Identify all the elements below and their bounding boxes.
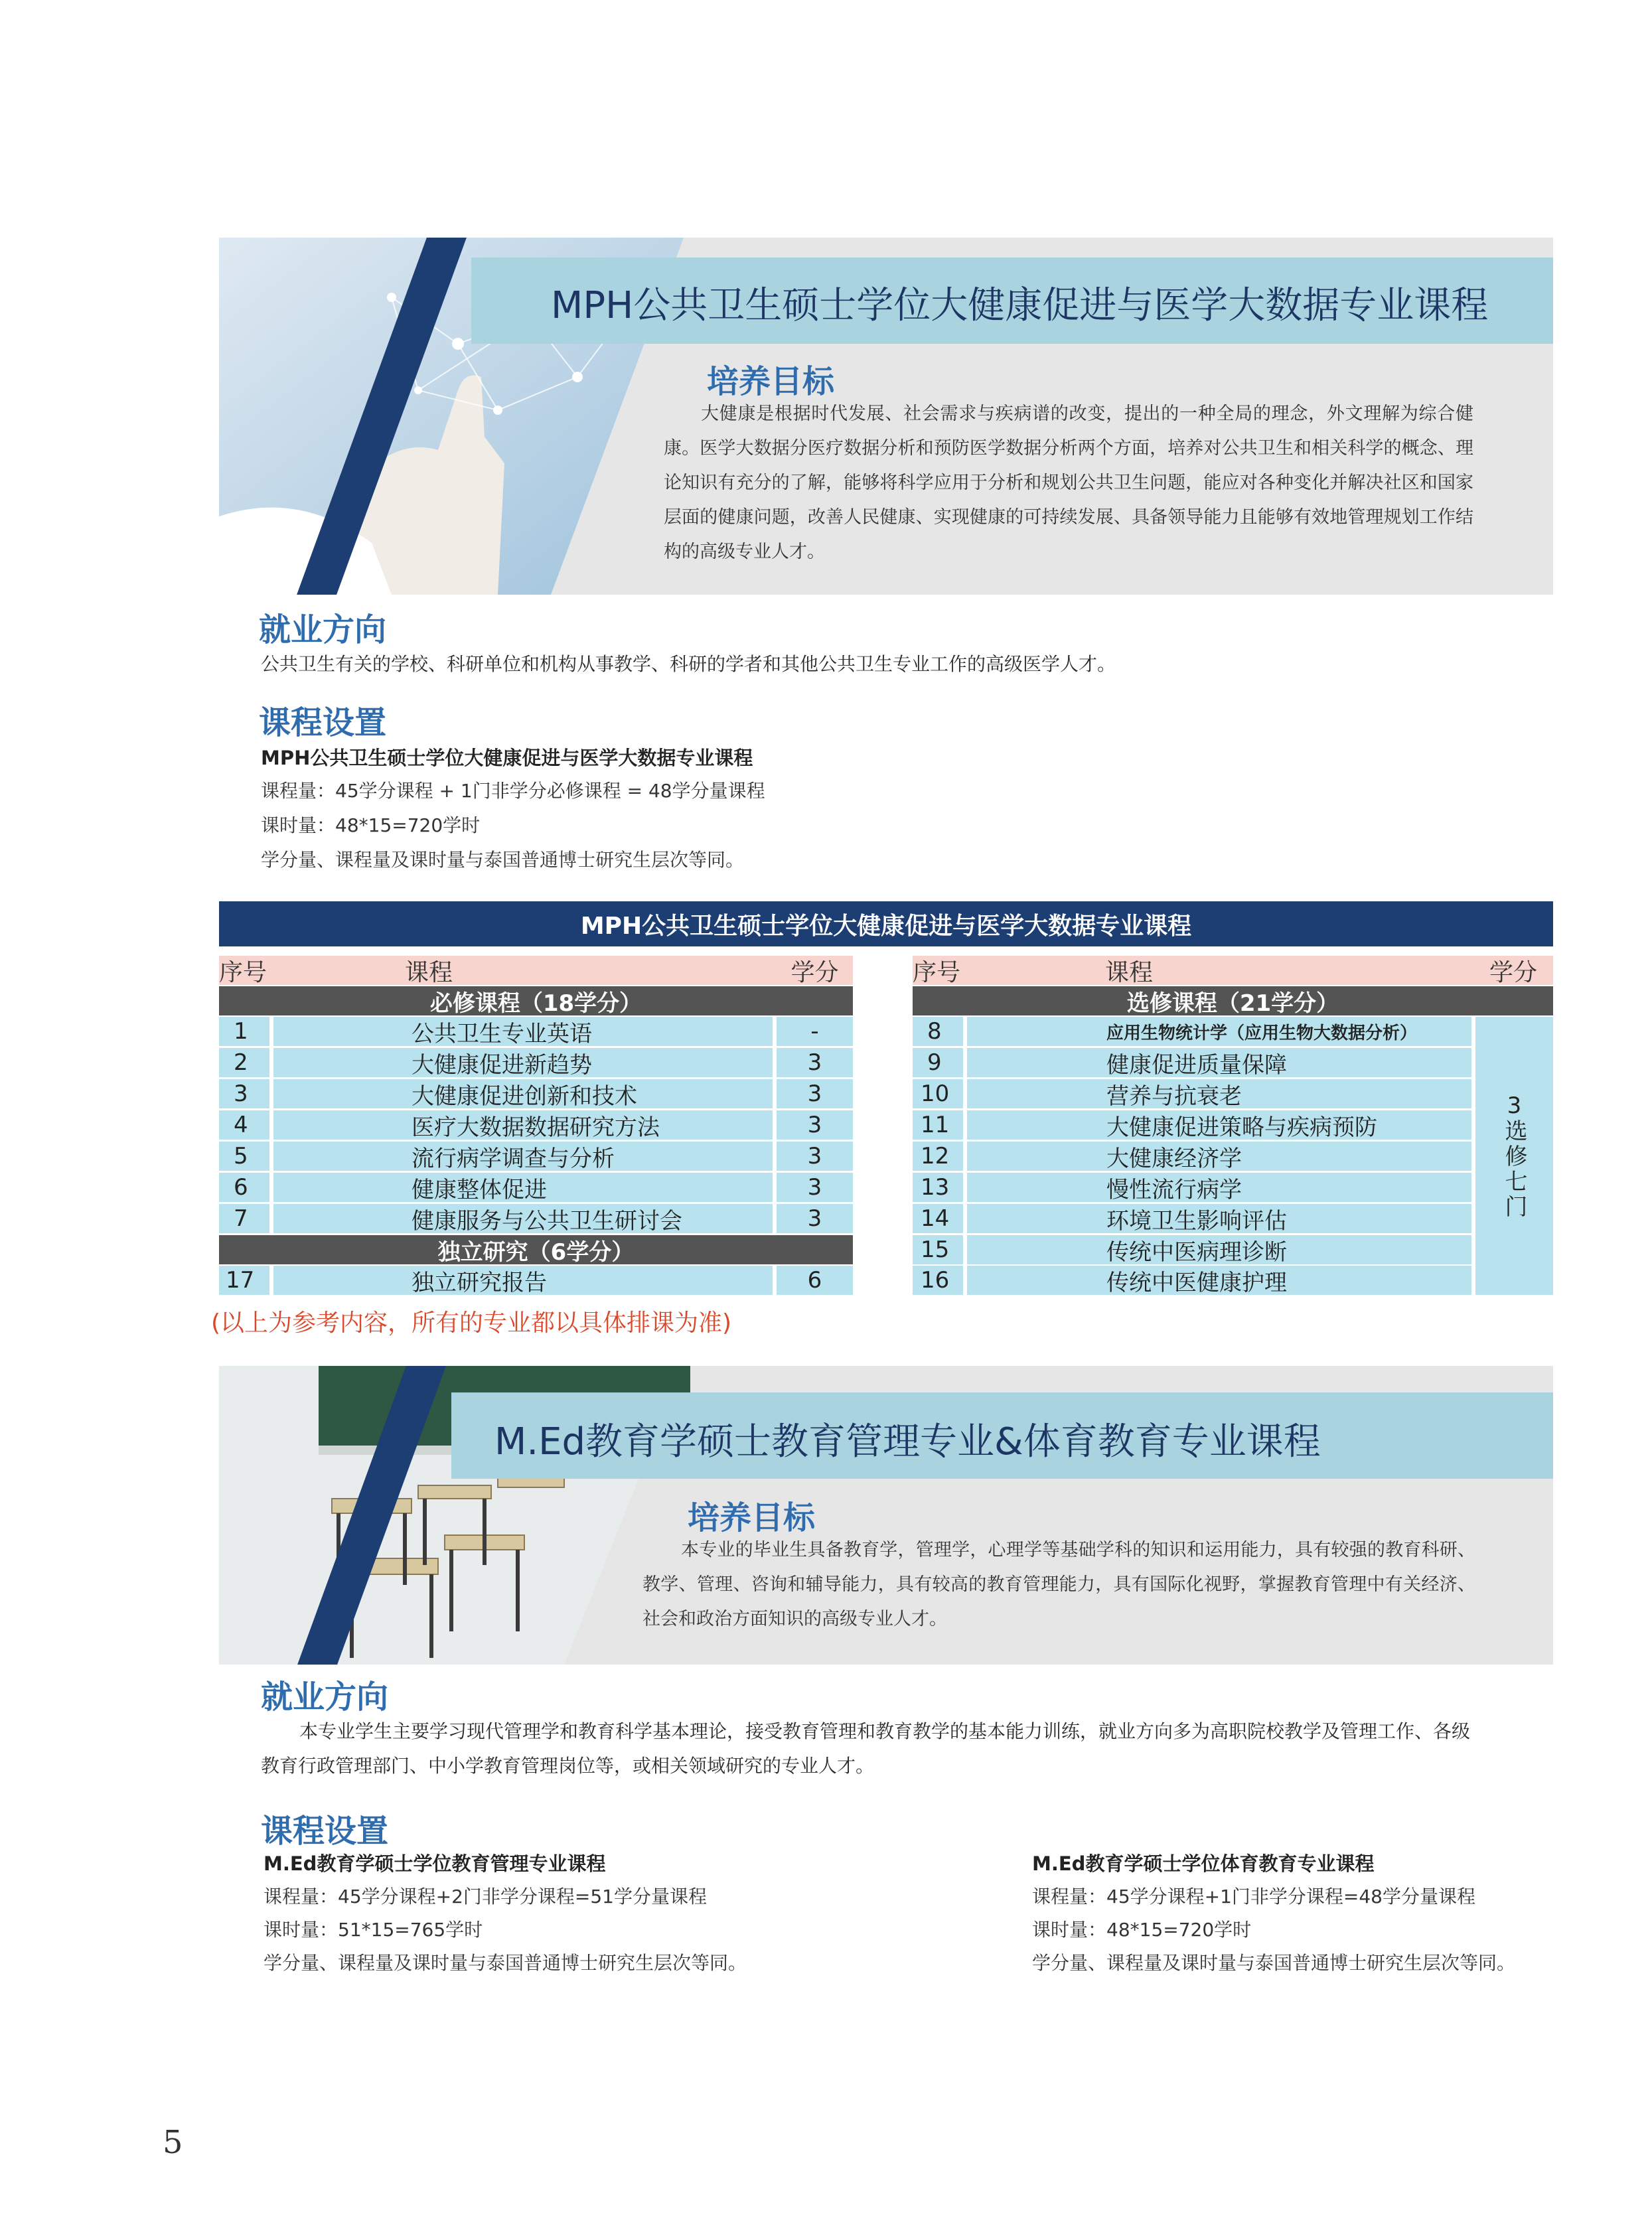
table-row xyxy=(219,1079,853,1108)
section1-title: MPH公共卫生硕士学位大健康促进与医学大数据专业课程 xyxy=(551,284,1489,327)
table-header-row xyxy=(913,956,1553,985)
reference-note: (以上为参考内容，所有的专业都以具体排课为准) xyxy=(211,1309,732,1337)
section2-left-line-1: 课程量：45学分课程+2门非学分课程=51学分量课程 xyxy=(263,1886,707,1907)
table-row xyxy=(913,1110,1471,1140)
row-course: 应用生物统计学（应用生物大数据分析） xyxy=(967,1017,1471,1046)
section2-right-line-1: 课程量：45学分课程+1门非学分课程=48学分量课程 xyxy=(1032,1886,1475,1907)
row-no: 4 xyxy=(219,1110,269,1140)
row-no: 3 xyxy=(219,1079,269,1108)
page-number: 5 xyxy=(163,2124,183,2161)
col-credit-header: 学分 xyxy=(1473,956,1553,985)
table-row xyxy=(219,1142,853,1171)
row-course: 健康服务与公共卫生研讨会 xyxy=(273,1204,773,1233)
col-course-header: 课程 xyxy=(405,956,777,985)
section2-course-heading: 课程设置 xyxy=(261,1813,389,1850)
section2-left-course-title: M.Ed教育学硕士学位教育管理专业课程 xyxy=(263,1852,606,1875)
row-course: 医疗大数据数据研究方法 xyxy=(273,1110,773,1140)
table-title: MPH公共卫生硕士学位大健康促进与医学大数据专业课程 xyxy=(219,901,1553,946)
required-subheader: 必修课程（18学分） xyxy=(219,986,853,1015)
section2-left-line-3: 学分量、课程量及课时量与泰国普通博士研究生层次等同。 xyxy=(263,1952,747,1974)
section1-goal-text: 大健康是根据时代发展、社会需求与疾病谱的改变，提出的一种全局的理念，外文理解为综合健康。医学大数据分医疗数据分析和预防医学数据分析两个方面，培养对公共卫生和相关科学的概念、理论知识有充分的了解，能够将科学应用于分析和规划公共卫生问题，能应对各种变化并解决社区和国家层面的健康问题，改善人民健康、实现健康的可持续发展、具备领导能力且能够有效地管理规划工作结构的高级专业人才。 xyxy=(664,404,1473,562)
row-no: 2 xyxy=(219,1048,269,1077)
section2-goal-text: 本专业的毕业生具备教育学，管理学，心理学等基础学科的知识和运用能力，具有较强的教育科研、教学、管理、咨询和辅导能力，具有较高的教育管理能力，具有国际化视野，掌握教育管理中有关经济、社会和政治方面知识的高级专业人才。 xyxy=(642,1540,1475,1629)
section2-right-course-title: M.Ed教育学硕士学位体育教育专业课程 xyxy=(1032,1852,1375,1875)
section2-title: M.Ed教育学硕士教育管理专业&体育教育专业课程 xyxy=(494,1420,1321,1463)
row-course: 大健康促进策略与疾病预防 xyxy=(967,1110,1471,1140)
table-row xyxy=(913,1048,1471,1077)
elective-subheader: 选修课程（21学分） xyxy=(913,986,1553,1015)
med-banner xyxy=(219,1366,1553,1665)
mph-banner xyxy=(219,238,1553,595)
elective-credit-number: 3 xyxy=(1507,1092,1522,1119)
section1-goal-heading: 培养目标 xyxy=(707,363,835,400)
col-no-header: 序号 xyxy=(913,956,1105,985)
table-row xyxy=(219,1266,853,1295)
section1-course-heading: 课程设置 xyxy=(259,704,387,741)
col-course-header: 课程 xyxy=(1105,956,1473,985)
section1-course-line-3: 学分量、课程量及课时量与泰国普通博士研究生层次等同。 xyxy=(261,849,745,871)
table-row xyxy=(219,1204,853,1233)
row-course: 营养与抗衰老 xyxy=(967,1079,1471,1108)
table-row xyxy=(219,1173,853,1202)
section2-right-line-3: 学分量、课程量及课时量与泰国普通博士研究生层次等同。 xyxy=(1032,1952,1516,1974)
row-no: 1 xyxy=(219,1017,269,1046)
row-no: 12 xyxy=(913,1142,963,1171)
row-course: 慢性流行病学 xyxy=(967,1173,1471,1202)
section1-career-text: 公共卫生有关的学校、科研单位和机构从事教学、科研的学者和其他公共卫生专业工作的高级医学人才。 xyxy=(261,653,1116,675)
section2-left-line-2: 课时量：51*15=765学时 xyxy=(263,1919,483,1941)
table-row xyxy=(219,1048,853,1077)
row-course: 流行病学调查与分析 xyxy=(273,1142,773,1171)
row-no: 5 xyxy=(219,1142,269,1171)
row-course: 环境卫生影响评估 xyxy=(967,1204,1471,1233)
row-course: 健康促进质量保障 xyxy=(967,1048,1471,1077)
row-no: 6 xyxy=(219,1173,269,1202)
row-no: 17 xyxy=(219,1266,269,1295)
row-course: 传统中医健康护理 xyxy=(967,1266,1471,1295)
row-no: 9 xyxy=(913,1048,963,1077)
section2-career-text: 本专业学生主要学习现代管理学和教育科学基本理论，接受教育管理和教育教学的基本能力训练，就业方向多为高职院校教学及管理工作、各级教育行政管理部门、中小学教育管理岗位等，或相关领域研究的专业人才。 xyxy=(261,1720,1471,1777)
section1-course-line-2: 课时量：48*15=720学时 xyxy=(261,814,481,836)
table-row xyxy=(913,1235,1471,1264)
required-table xyxy=(219,956,853,1301)
section2-goal-heading: 培养目标 xyxy=(688,1499,816,1536)
row-course: 健康整体促进 xyxy=(273,1173,773,1202)
row-credit: 3 xyxy=(777,1048,853,1077)
table-row xyxy=(913,1017,1471,1046)
section1-course-line-1: 课程量：45学分课程 + 1门非学分必修课程 = 48学分量课程 xyxy=(261,780,765,802)
research-subheader: 独立研究（6学分） xyxy=(219,1235,853,1264)
row-no: 10 xyxy=(913,1079,963,1108)
row-no: 13 xyxy=(913,1173,963,1202)
table-row xyxy=(913,1079,1471,1108)
row-credit: 3 xyxy=(777,1142,853,1171)
elective-credit-cell xyxy=(1475,1017,1553,1295)
row-credit: - xyxy=(777,1017,853,1046)
table-row xyxy=(913,1204,1471,1233)
row-course: 大健康促进创新和技术 xyxy=(273,1079,773,1108)
table-row xyxy=(913,1266,1471,1295)
row-no: 14 xyxy=(913,1204,963,1233)
row-no: 11 xyxy=(913,1110,963,1140)
row-no: 16 xyxy=(913,1266,963,1295)
row-course: 传统中医病理诊断 xyxy=(967,1235,1471,1264)
row-course: 大健康促进新趋势 xyxy=(273,1048,773,1077)
table-row xyxy=(219,1017,853,1046)
row-credit: 3 xyxy=(777,1173,853,1202)
row-no: 15 xyxy=(913,1235,963,1264)
row-course: 独立研究报告 xyxy=(273,1266,773,1295)
row-credit: 3 xyxy=(777,1110,853,1140)
row-course: 公共卫生专业英语 xyxy=(273,1017,773,1046)
table-row xyxy=(913,1142,1471,1171)
section2-career-heading: 就业方向 xyxy=(261,1679,389,1716)
row-credit: 3 xyxy=(777,1204,853,1233)
table-row xyxy=(219,1110,853,1140)
section2-right-line-2: 课时量：48*15=720学时 xyxy=(1032,1919,1252,1941)
row-no: 7 xyxy=(219,1204,269,1233)
row-credit: 3 xyxy=(777,1079,853,1108)
col-credit-header: 学分 xyxy=(777,956,853,985)
row-credit: 6 xyxy=(777,1266,853,1295)
section1-career-heading: 就业方向 xyxy=(259,611,387,648)
table-row xyxy=(913,1173,1471,1202)
section1-course-title: MPH公共卫生硕士学位大健康促进与医学大数据专业课程 xyxy=(261,747,753,769)
col-no-header: 序号 xyxy=(219,956,405,985)
row-course: 大健康经济学 xyxy=(967,1142,1471,1171)
elective-credit-text: 选修七门 xyxy=(1501,1118,1527,1220)
row-no: 8 xyxy=(913,1017,963,1046)
table-header-row xyxy=(219,956,853,985)
elective-table xyxy=(913,956,1553,1301)
